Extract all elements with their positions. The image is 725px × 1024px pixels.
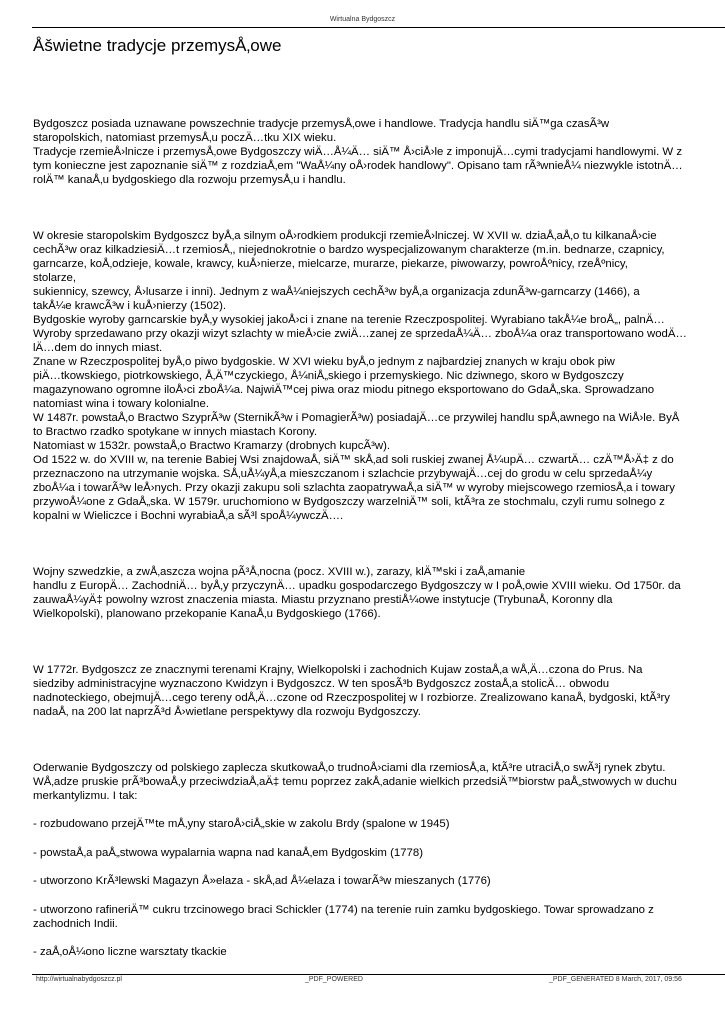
text-line: zauwaÅ¼yÄ‡ powolny wzrost znaczenia miasta. Miastu przyznano prestiÅ¼owe instytucje (TrybunaÅ‚ Koronny dla xyxy=(33,594,613,606)
text-line: magazynowano ogromne iloÅ›ci zboÅ¼a. NajwiÄ™cej piwa oraz miodu pitnego eksportowano do GdaÅ„ska. Sprowadzano xyxy=(33,384,655,396)
text-line: siedziby administracyjne wyznaczono Kwidzyn i Bydgoszcz. W ten sposÃ³b Bydgoszcz zostaÅ‚a stolicÄ… obwodu xyxy=(33,678,610,690)
list-item: - utworzono rafineriÄ™ cukru trzcinowego braci Schickler (1774) na terenie ruin zamku bydgoskiego. Towar sprowadzano z xyxy=(33,904,654,916)
footer-generated: _PDF_GENERATED 8 March, 2017, 09:56 xyxy=(549,976,682,983)
text-line: W 1487r. powstaÅ‚o Bractwo SzyprÃ³w (SternikÃ³w i PomagierÃ³w) posiadajÄ…ce przywilej handlu spÅ‚awnego na WiÅ›le. ByÅ xyxy=(33,412,680,424)
footer-rule xyxy=(32,974,725,975)
text-line: cechÃ³w oraz kilkadziesiÄ…t rzemiosÅ‚, niejednokrotnie o bardzo wyspecjalizowanym charakterze (m.in. bednarze, czapnicy, xyxy=(33,244,665,256)
text-line: Znane w Rzeczpospolitej byÅ‚o piwo bydgoskie. W XVI wieku byÅ‚o jednym z najbardziej znanych w kraju obok piw xyxy=(33,356,615,368)
text-line: przywoÅ¼one z GdaÅ„ska. W 1579r. uruchomiono w Bydgoszczy warzelniÄ™ soli, ktÃ³ra ze stochmalu, czyli rumu solnego z xyxy=(33,496,665,508)
text-line: handlu z EuropÄ… ZachodniÄ… byÅ‚y przyczynÄ… upadku gospodarczego Bydgoszczy w I poÅ‚owie XVIII wieku. Od 1750r. da xyxy=(33,580,681,592)
list-item: - utworzono KrÃ³lewski Magazyn Å»elaza - skÅ‚ad Å¼elaza i towarÃ³w mieszanych (1776) xyxy=(33,875,491,887)
text-line: natomiast wina i towary kolonialne. xyxy=(33,398,210,410)
text-line: zboÅ¼a i towarÃ³w leÅ›nych. Przy okazji zakupu soli szlachta zaopatrywaÅ‚a siÄ™ w wyroby miejscowego rzemiosÅ‚a i towary xyxy=(33,482,675,494)
text-line: Bydgoskie wyroby garncarskie byÅ‚y wysokiej jakoÅ›ci i znane na terenie Rzeczpospolitej. Wyrabiano takÅ¼e broÅ„, palnÄ… xyxy=(33,314,665,326)
text-line: WÅ‚adze pruskie prÃ³bowaÅ‚y przeciwdziaÅ‚aÄ‡ temu poprzez zakÅ‚adanie wielkich przedsiÄ™biorstw paÅ„stwowych w duchu xyxy=(33,776,677,788)
text-line: rolÄ™ kanaÅ‚u bydgoskiego dla rozwoju przemysÅ‚u i handlu. xyxy=(33,174,346,186)
text-line: merkantylizmu. I tak: xyxy=(33,790,138,802)
text-line: lÄ…dem do innych miast. xyxy=(33,342,163,354)
text-line: Wielkopolski), planowano przekopanie KanaÅ‚u Bydgoskiego (1766). xyxy=(33,608,381,620)
text-line: Natomiast w 1532r. powstaÅ‚o Bractwo Kramarzy (drobnych kupcÃ³w). xyxy=(33,440,391,452)
text-line: przeznaczono na utrzymanie wojska. SÅ‚uÅ¼yÅ‚a mieszczanom i szlachcie przybywajÄ…cej do grodu w celu sprzedaÅ¼y xyxy=(33,468,653,480)
text-line: nadaÅ‚ na 200 lat naprzÃ³d Å›wietlane perspektywy dla rozwoju Bydgoszczy. xyxy=(33,706,421,718)
text-line: takÅ¼e krawcÃ³w i kuÅ›nierzy (1502). xyxy=(33,300,227,312)
text-line: Wojny szwedzkie, a zwÅ‚aszcza wojna pÃ³Å‚nocna (pocz. XVIII w.), zarazy, klÄ™ski i zaÅ‚amanie xyxy=(33,566,526,578)
site-header: Wirtualna Bydgoszcz xyxy=(329,16,396,23)
text-line: staropolskich, natomiast przemysÅ‚u poczÄ…tku XIX wieku. xyxy=(33,132,337,144)
text-line: tym konieczne jest zapoznanie siÄ™ z rozdziaÅ‚em "WaÅ¼ny oÅ›rodek handlowy". Opisano tam rÃ³wnieÅ¼ niezwykle istotnÄ… xyxy=(33,160,683,172)
header-rule xyxy=(32,27,725,28)
list-item: - powstaÅ‚a paÅ„stwowa wypalarnia wapna nad kanaÅ‚em Bydgoskim (1778) xyxy=(33,847,424,859)
text-line: Wyroby sprzedawano przy okazji wizyt szlachty w mieÅ›cie zwiÄ…zanej ze sprzedaÅ¼Ä… zboÅ¼a oraz transportowano wodÄ… xyxy=(33,328,687,340)
footer-url-link[interactable]: http://wirtualnabydgoszcz.pl xyxy=(36,976,122,983)
list-item: - rozbudowano przejÄ™te mÅ‚yny staroÅ›ciÅ„skie w zakolu Brdy (spalone w 1945) xyxy=(33,818,450,830)
text-line: Tradycje rzemieÅ›lnicze i przemysÅ‚owe Bydgoszczy wiÄ…Å¼Ä… siÄ™ Å›ciÅ›le z imponujÄ…cymi tradycjami handlowymi. W z xyxy=(33,146,683,158)
text-line: piÄ…tkowskiego, piotrkowskiego, Å‚Ä™czyckiego, Å¼niÅ„skiego i przemyskiego. Nic dziwnego, skoro w Bydgoszczy xyxy=(33,370,624,382)
text-line: Bydgoszcz posiada uznawane powszechnie tradycje przemysÅ‚owe i handlowe. Tradycja handlu siÄ™ga czasÃ³w xyxy=(33,118,610,130)
text-line: nadnoteckiego, obejmujÄ…cego tereny odÅ‚Ä…czone od Rzeczpospolitej w I rozbiorze. Zrealizowano kanaÅ‚ bydgoski, ktÃ³ry xyxy=(33,692,670,704)
text-line: W 1772r. Bydgoszcz ze znacznymi terenami Krajny, Wielkopolski i zachodnich Kujaw zostaÅ‚a wÅ‚Ä…czona do Prus. Na xyxy=(33,664,643,676)
text-line: garncarze, koÅ‚odzieje, kowale, krawcy, kuÅ›nierze, mielcarze, murarze, piekarze, piwowarzy, powroÅºnicy, rzeÅºnicy, xyxy=(33,258,628,270)
text-line: zachodnich Indii. xyxy=(33,918,118,930)
text-line: kopalni w Wieliczce i Bochni wyrabiaÅ‚a sÃ³l spoÅ¼ywczÄ…. xyxy=(33,510,344,522)
text-line: Oderwanie Bydgoszczy od polskiego zaplecza skutkowaÅ‚o trudnoÅ›ciami dla rzemiosÅ‚a, ktÃ³re utraciÅ‚o swÃ³j rynek zbytu. xyxy=(33,762,666,774)
text-line: stolarze, xyxy=(33,272,77,284)
list-item: - zaÅ‚oÅ¼ono liczne warsztaty tkackie xyxy=(33,946,227,958)
text-line: sukiennicy, szewcy, Å›lusarze i inni). Jednym z waÅ¼niejszych cechÃ³w byÅ‚a organizacja zdunÃ³w-garncarzy (1466), a xyxy=(33,286,640,298)
footer-powered: _PDF_POWERED xyxy=(305,976,363,983)
page-title: Åšwietne tradycje przemysÅ‚owe xyxy=(33,36,282,55)
text-line: to Bractwo rzadko spotykane w innych miastach Korony. xyxy=(33,426,318,438)
text-line: W okresie staropolskim Bydgoszcz byÅ‚a silnym oÅ›rodkiem produkcji rzemieÅ›lniczej. W XVII w. dziaÅ‚aÅ‚o tu kilkanaÅ›cie xyxy=(33,230,657,242)
text-line: Od 1522 w. do XVIII w, na terenie Babiej Wsi znajdowaÅ‚ siÄ™ skÅ‚ad soli ruskiej zwanej Å¼upÄ… czwartÄ… czÄ™Å›Ä‡ z do xyxy=(33,454,674,466)
